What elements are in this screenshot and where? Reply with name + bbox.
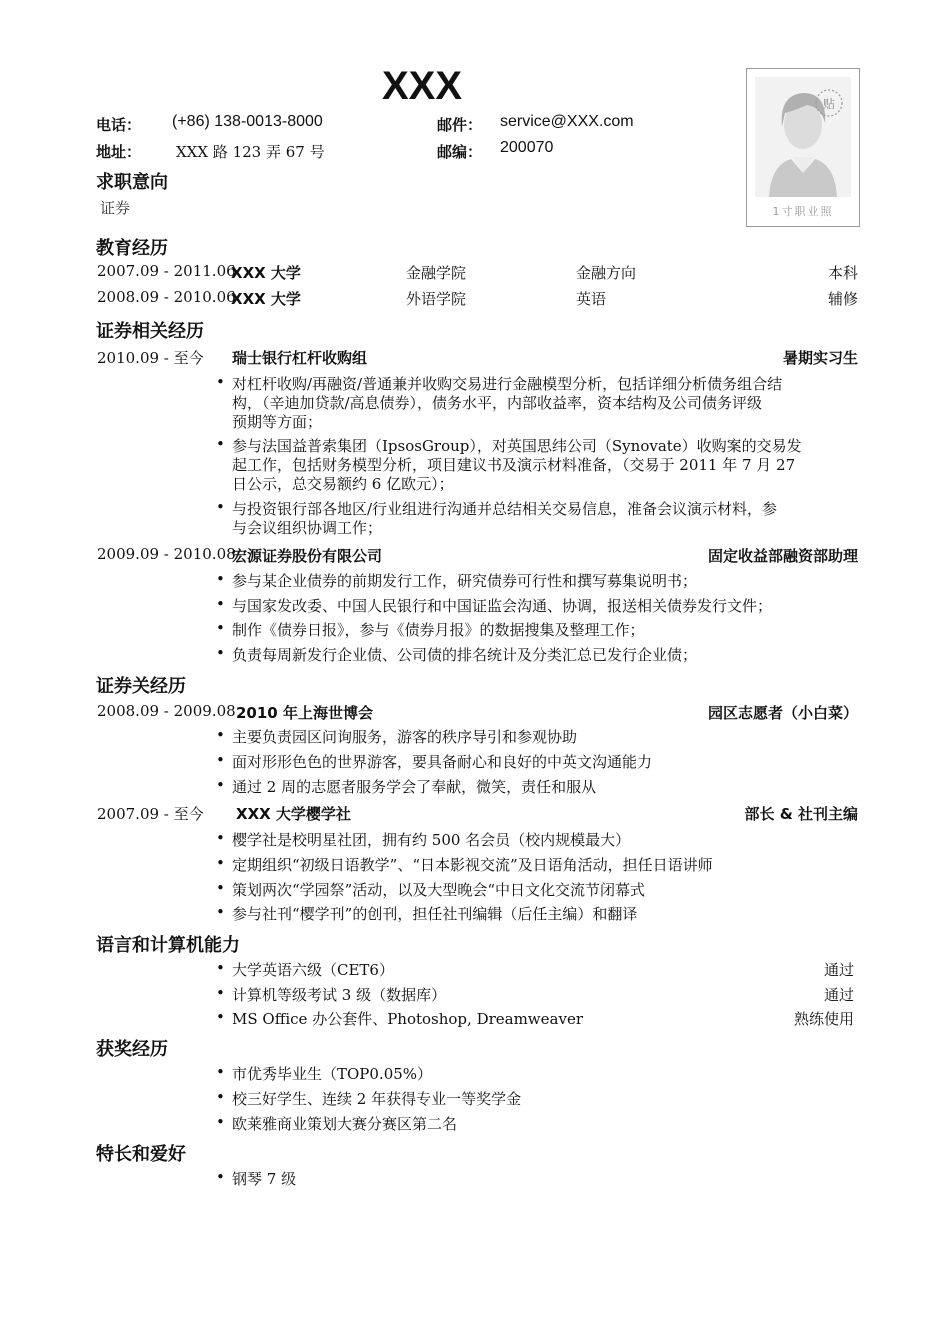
bullet-icon: • bbox=[216, 595, 225, 613]
bullet-icon: • bbox=[216, 1168, 225, 1186]
skill-level: 熟练使用 bbox=[793, 1010, 854, 1028]
bullet-text-cont: 日公示，总交易额约 6 亿欧元）； bbox=[232, 475, 454, 493]
bullet-icon: • bbox=[216, 1063, 225, 1081]
candidate-name: XXX bbox=[382, 64, 463, 108]
objective-value: 证券 bbox=[100, 199, 131, 217]
bullet-icon: • bbox=[216, 751, 225, 769]
bullet-icon: • bbox=[216, 498, 225, 516]
bullet-icon: • bbox=[216, 619, 225, 637]
edu-major: 金融方向 bbox=[576, 264, 637, 282]
hobbies-heading: 特长和爱好 bbox=[96, 1144, 186, 1165]
edu-school: XXX 大学 bbox=[231, 290, 301, 308]
skill-item: 大学英语六级（CET6） bbox=[232, 961, 394, 979]
skill-level: 通过 bbox=[823, 961, 854, 979]
job-role: 部长 & 社刊主编 bbox=[744, 805, 858, 823]
education-heading: 教育经历 bbox=[96, 238, 168, 259]
job-period: 2010.09 - 至今 bbox=[97, 349, 204, 367]
bullet-text: 通过 2 周的志愿者服务学会了奉献，微笑，责任和服从 bbox=[232, 778, 597, 796]
portrait-silhouette-icon bbox=[747, 69, 859, 226]
bullet-text: 主要负责园区问询服务，游客的秩序导引和参观协助 bbox=[232, 728, 578, 746]
bullet-icon: • bbox=[216, 854, 225, 872]
job-org: 宏源证券股份有限公司 bbox=[232, 547, 383, 565]
skill-item: 计算机等级考试 3 级（数据库） bbox=[232, 986, 447, 1004]
photo-caption: 1寸职业照 bbox=[772, 205, 834, 218]
bullet-icon: • bbox=[216, 373, 225, 391]
job-role: 暑期实习生 bbox=[782, 349, 858, 367]
edu-period: 2007.09 - 2011.06 bbox=[97, 262, 236, 280]
award-item: 市优秀毕业生（TOP0.05%） bbox=[232, 1065, 433, 1083]
bullet-icon: • bbox=[216, 1088, 225, 1106]
job-role: 固定收益部融资部助理 bbox=[707, 547, 858, 565]
objective-heading: 求职意向 bbox=[96, 172, 168, 193]
bullet-icon: • bbox=[216, 1008, 225, 1026]
bullet-icon: • bbox=[216, 984, 225, 1002]
email-label: 邮件： bbox=[437, 116, 483, 134]
award-item: 校三好学生、连续 2 年获得专业一等奖学金 bbox=[232, 1090, 522, 1108]
hobby-item: 钢琴 7 级 bbox=[232, 1170, 297, 1188]
bullet-text: 制作《债券日报》，参与《债券月报》的数据搜集及整理工作； bbox=[232, 621, 645, 639]
address-label: 地址： bbox=[96, 143, 142, 161]
edu-school: XXX 大学 bbox=[231, 264, 301, 282]
bullet-text: 参与法国益普索集团（IpsosGroup），对英国思纬公司（Synovate）收购案的交易发 bbox=[232, 437, 802, 455]
bullet-text: 与国家发改委、中国人民银行和中国证监会沟通、协调，报送相关债券发行文件； bbox=[232, 597, 773, 615]
skill-item: MS Office 办公套件、Photoshop, Dreamweaver bbox=[232, 1010, 583, 1028]
securities-experience-heading: 证券相关经历 bbox=[96, 321, 204, 342]
job-role: 园区志愿者（小白菜） bbox=[707, 704, 858, 722]
bullet-text-cont: 预期等方面； bbox=[232, 413, 323, 431]
bullet-text: 与投资银行部各地区/行业组进行沟通并总结相关交易信息，准备会议演示材料，参 bbox=[232, 500, 778, 518]
edu-degree: 本科 bbox=[827, 264, 858, 282]
zip-label: 邮编： bbox=[437, 143, 483, 161]
bullet-text: 参与社刊“樱学刊”的创刊，担任社刊编辑（后任主编）和翻译 bbox=[232, 905, 638, 923]
bullet-text: 策划两次“学园祭”活动，以及大型晚会“中日文化交流节闭幕式 bbox=[232, 881, 646, 899]
id-photo-placeholder bbox=[746, 68, 860, 227]
job-org: XXX 大学樱学社 bbox=[236, 805, 351, 823]
email-value: service@XXX.com bbox=[500, 113, 634, 130]
bullet-icon: • bbox=[216, 570, 225, 588]
edu-major: 英语 bbox=[576, 290, 607, 308]
bullet-text-cont: 与会议组织协调工作； bbox=[232, 519, 383, 537]
bullet-text: 对杠杆收购/再融资/普通兼并收购交易进行金融模型分析，包括详细分析债务组合结 bbox=[232, 375, 783, 393]
bullet-icon: • bbox=[216, 644, 225, 662]
job-period: 2009.09 - 2010.08 bbox=[97, 545, 236, 563]
edu-period: 2008.09 - 2010.06 bbox=[97, 288, 236, 306]
bullet-text: 定期组织“初级日语教学”、“日本影视交流”及日语角活动，担任日语讲师 bbox=[232, 856, 713, 874]
bullet-icon: • bbox=[216, 903, 225, 921]
address-value: XXX 路 123 弄 67 号 bbox=[176, 143, 325, 161]
edu-college: 金融学院 bbox=[406, 264, 467, 282]
awards-heading: 获奖经历 bbox=[96, 1039, 168, 1060]
job-org: 2010 年上海世博会 bbox=[236, 704, 373, 722]
stamp-text: 贴 bbox=[822, 97, 836, 111]
bullet-text-cont: 构，（辛迪加贷款/高息债券），债务水平，内部收益率，资本结构及公司债务评级 bbox=[232, 394, 763, 412]
edu-degree: 辅修 bbox=[827, 290, 858, 308]
bullet-icon: • bbox=[216, 829, 225, 847]
bullet-icon: • bbox=[216, 726, 225, 744]
bullet-text: 参与某企业债券的前期发行工作，研究债券可行性和撰写募集说明书； bbox=[232, 572, 698, 590]
bullet-icon: • bbox=[216, 959, 225, 977]
bullet-icon: • bbox=[216, 1113, 225, 1131]
bullet-icon: • bbox=[216, 879, 225, 897]
zip-value: 200070 bbox=[500, 139, 554, 156]
bullet-text-cont: 起工作，包括财务模型分析，项目建议书及演示材料准备，（交易于 2011 年 7 月 27 bbox=[232, 456, 796, 474]
phone-label: 电话： bbox=[96, 116, 142, 134]
job-period: 2008.09 - 2009.08 bbox=[97, 702, 236, 720]
bullet-text: 负责每周新发行企业债、公司债的排名统计及分类汇总已发行企业债； bbox=[232, 646, 698, 664]
job-org: 瑞士银行杠杆收购组 bbox=[232, 349, 368, 367]
phone-value: (+86) 138-0013-8000 bbox=[172, 113, 323, 130]
bullet-icon: • bbox=[216, 776, 225, 794]
skill-level: 通过 bbox=[823, 986, 854, 1004]
award-item: 欧莱雅商业策划大赛分赛区第二名 bbox=[232, 1115, 458, 1133]
job-period: 2007.09 - 至今 bbox=[97, 805, 204, 823]
bullet-text: 面对形形色色的世界游客，要具备耐心和良好的中英文沟通能力 bbox=[232, 753, 653, 771]
bullet-text: 樱学社是校明星社团，拥有约 500 名会员（校内规模最大） bbox=[232, 831, 631, 849]
bullet-icon: • bbox=[216, 435, 225, 453]
other-experience-heading: 证券关经历 bbox=[96, 676, 186, 697]
skills-heading: 语言和计算机能力 bbox=[96, 935, 240, 956]
edu-college: 外语学院 bbox=[406, 290, 467, 308]
